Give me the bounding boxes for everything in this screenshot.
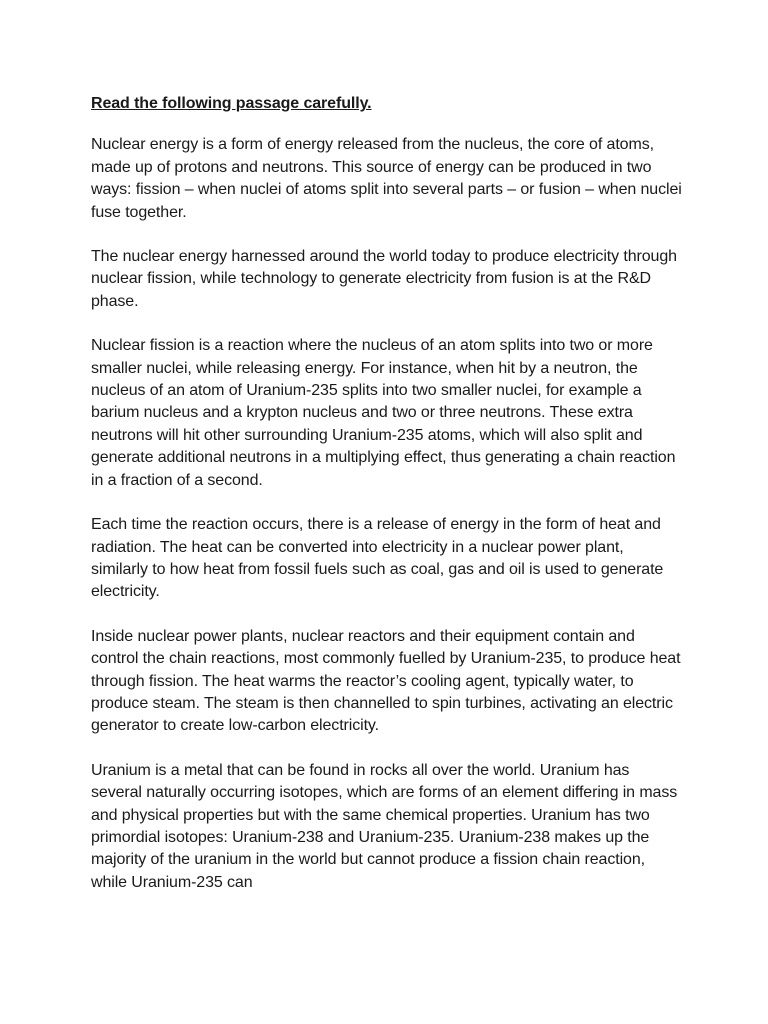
paragraph-heat-and-radiation: Each time the reaction occurs, there is a release of energy in the form of heat and radiation. The heat can be converted into electricity in a nuclear power plant, similarly to how heat from fossil fuels such as coal, gas and oil is used to generate electricity. [91,516,664,601]
paragraph-uranium: Uranium is a metal that can be found in rocks all over the world. Uranium has several naturally occurring isotopes, which are forms of an element differing in mass and physical properties but with the same chemical properties. Uranium has two primordial isotopes: Uranium-238 and Uranium-235. Uranium-238 makes up the majority of the uranium in the world but cannot produce a fission chain reaction, while Uranium-235 can [91,761,678,891]
paragraph-power-plants: Inside nuclear power plants, nuclear reactors and their equipment contain and control the chain reactions, most commonly fuelled by Uranium-235, to produce heat through fission. The heat warms the reactor’s cooling agent, typically water, to produce steam. The steam is then channelled to spin turbines, activating an electric generator to create low-carbon electricity. [91,627,681,735]
passage-heading: Read the following passage carefully. [91,95,372,112]
paragraph-nuclear-energy-definition: Nuclear energy is a form of energy released from the nucleus, the core of atoms, made up of protons and neutrons. This source of energy can be produced in two ways: fission – when nuclei of atoms split into several parts – or fusion – when nuclei fuse together. [91,136,682,221]
paragraph-fission-vs-fusion: The nuclear energy harnessed around the world today to produce electricity through nuclear fission, while technology to generate electricity from fusion is at the R&D phase. [91,248,677,310]
document-page [91,93,683,894]
paragraph-nuclear-fission: Nuclear fission is a reaction where the nucleus of an atom splits into two or more smaller nuclei, while releasing energy. For instance, when hit by a neutron, the nucleus of an atom of Uranium-235 splits into two smaller nuclei, for example a barium nucleus and a krypton nucleus and two or three neutrons. These extra neutrons will hit other surrounding Uranium-235 atoms, which will also split and generate additional neutrons in a multiplying effect, thus generating a chain reaction in a fraction of a second. [91,337,676,489]
